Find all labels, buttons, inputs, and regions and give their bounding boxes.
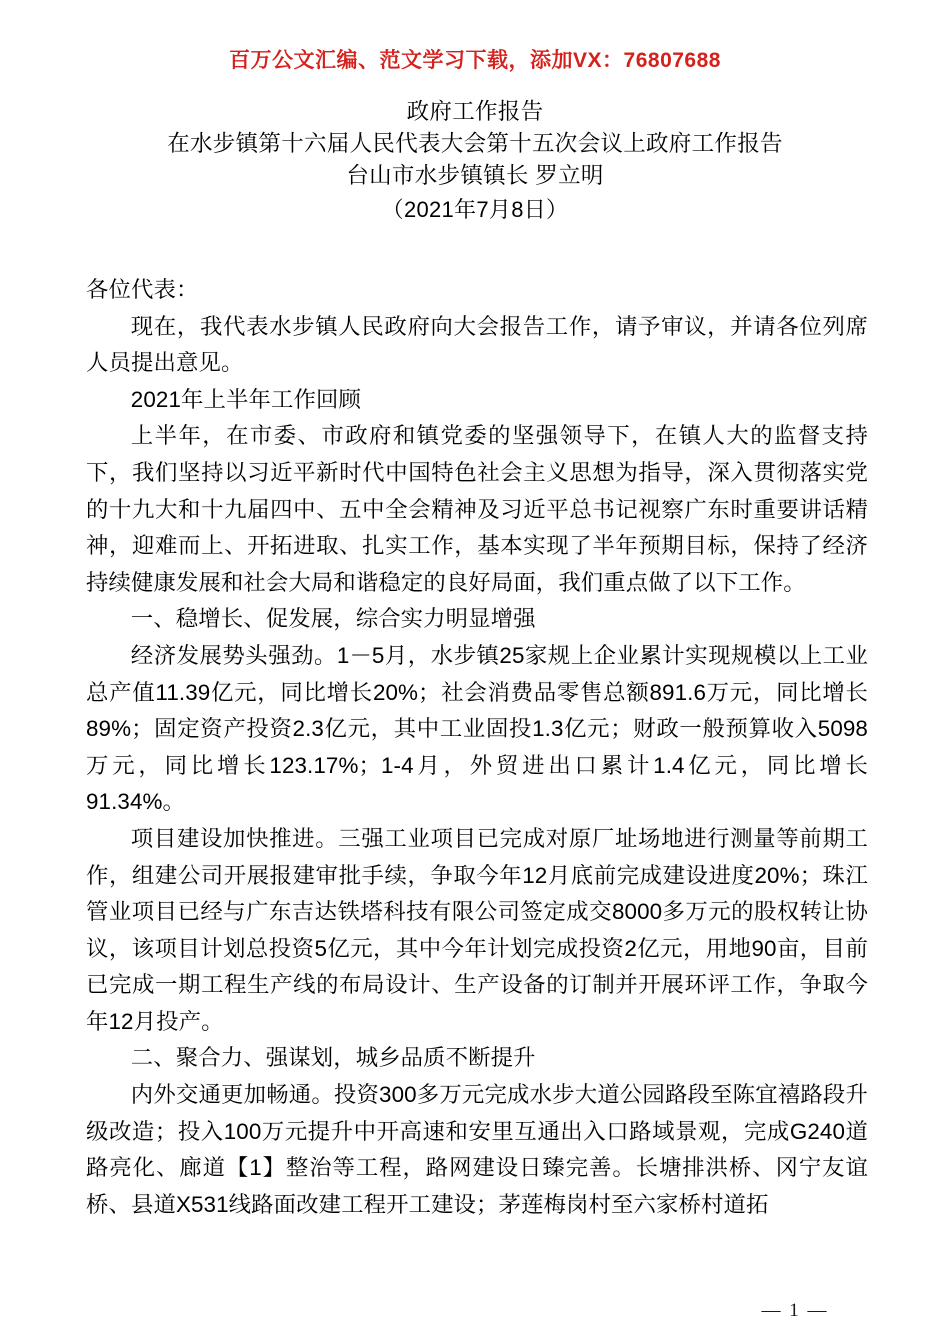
heading-section-two: 二、聚合力、强谋划，城乡品质不断提升	[130, 1045, 536, 1071]
document-subtitle: 在水步镇第十六届人民代表大会第十五次会议上政府工作报告	[167, 131, 783, 156]
heading-section-one: 一、稳增长、促发展，综合实力明显增强	[130, 606, 536, 632]
page-number: — 1 —	[761, 1300, 829, 1321]
paragraph-projects: 项目建设加快推进。三强工业项目已完成对原厂址场地进行测量等前期工作，组建公司开展报建审批手续，争取今年12月底前完成建设进度20%；珠江管业项目已经与广东吉达铁塔科技有限公司签定成交8000多万元的股权转让协议，该项目计划总投资5亿元，其中今年计划完成投资2亿元，用地90亩，目前已完成一期工程生产线的布局设计、生产设备的订制并开展环评工作，争取今年12月投产。	[86, 825, 868, 1034]
document-date: （2021年7月8日）	[381, 197, 569, 222]
document-title-block	[0, 96, 950, 226]
paragraph-section-review-title: 2021年上半年工作回顾	[130, 386, 361, 412]
paragraph-overview: 上半年，在市委、市政府和镇党委的坚强领导下，在镇人大的监督支持下，我们坚持以习近平新时代中国特色社会主义思想为指导，深入贯彻落实党的十九大和十九届四中、五中全会精神及习近平总书记视察广东时重要讲话精神，迎难而上、开拓进取、扎实工作，基本实现了半年预期目标，保持了经济持续健康发展和社会大局和谐稳定的良好局面，我们重点做了以下工作。	[86, 423, 868, 595]
document-body	[86, 272, 868, 1223]
document-author: 台山市水步镇镇长 罗立明	[346, 163, 604, 188]
salutation: 各位代表：	[86, 277, 199, 302]
promo-banner-text: 百万公文汇编、范文学习下载，添加VX：76807688	[229, 49, 721, 72]
document-main-title: 政府工作报告	[406, 99, 544, 124]
paragraph-economy: 经济发展势头强劲。1－5月，水步镇25家规上企业累计实现规模以上工业总产值11.39亿元，同比增长20%；社会消费品零售总额891.6万元，同比增长89%；固定资产投资2.3亿元，其中工业固投1.3亿元；财政一般预算收入5098万元，同比增长123.17%；1-4月，外贸进出口累计1.4亿元，同比增长91.34%。	[86, 642, 868, 815]
paragraph-transport: 内外交通更加畅通。投资300多万元完成水步大道公园路段至陈宜禧路段升级改造；投入100万元提升中开高速和安里互通出入口路域景观，完成G240道路亮化、廊道【1】整治等工程，路网建设日臻完善。长塘排洪桥、冈宁友谊桥、县道X531线路面改建工程开工建设；茅莲梅岗村至六家桥村道拓	[86, 1082, 868, 1217]
page-footer	[0, 1300, 950, 1322]
paragraph-intro: 现在，我代表水步镇人民政府向大会报告工作，请予审议，并请各位列席人员提出意见。	[86, 313, 868, 376]
